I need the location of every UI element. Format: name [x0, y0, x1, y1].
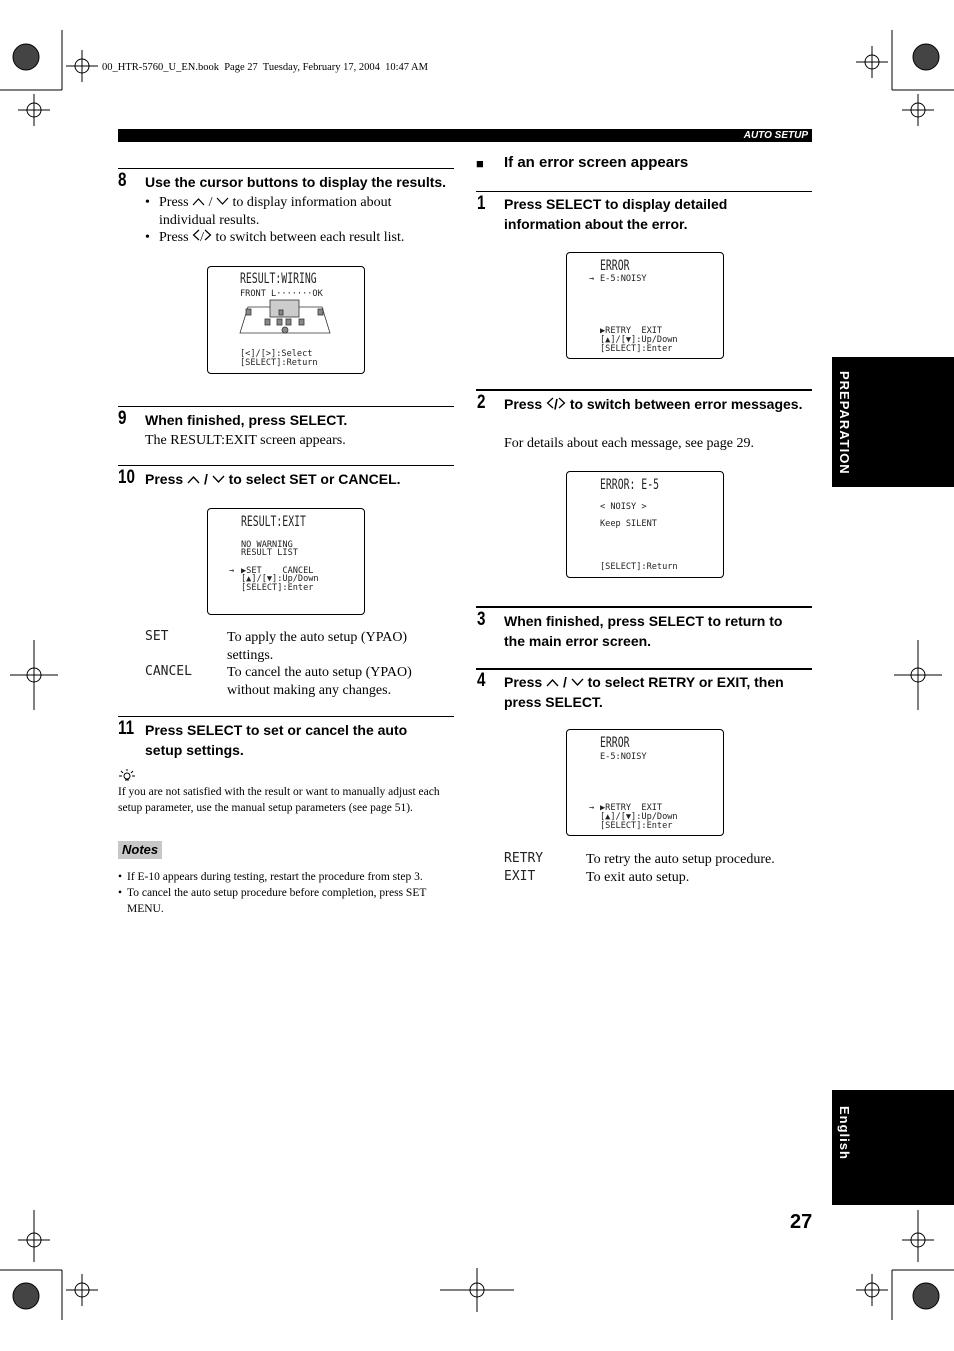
step-body: The RESULT:EXIT screen appears. — [145, 433, 346, 448]
screen-line: NO WARNING — [241, 540, 293, 550]
screen-line: FRONT L·······OK — [240, 289, 323, 299]
result-wiring-screen — [207, 266, 365, 374]
step-title: When finished, press SELECT. — [145, 412, 348, 428]
step-number: 1 — [477, 193, 486, 214]
screen-line: E-5:NOISY — [600, 274, 647, 284]
screen-title: ERROR — [600, 258, 630, 274]
screen-line: [<]/[>]:Select — [240, 349, 313, 359]
down-cursor-icon — [571, 673, 584, 693]
note-text: To cancel the auto setup procedure before completion, press SET MENU. — [127, 887, 427, 915]
bullet-text: to display information about individual results. — [159, 195, 392, 228]
cursor-arrow: → — [229, 566, 235, 576]
section-header-bar — [118, 129, 812, 142]
screen-title: ERROR — [600, 735, 630, 751]
definition-term: SET — [145, 629, 169, 644]
step-title: When finished, press SELECT to return to the main error screen. — [504, 613, 783, 649]
definition-desc: To retry the auto setup procedure. — [586, 852, 775, 867]
screen-line: [SELECT]:Return — [600, 562, 678, 572]
down-cursor-icon — [216, 194, 229, 212]
up-cursor-icon — [192, 194, 205, 212]
screen-line: [SELECT]:Enter — [241, 583, 314, 593]
step-title-text: Press — [145, 471, 184, 487]
screen-title: ERROR: E-5 — [600, 477, 660, 493]
step-title — [504, 673, 804, 712]
definition-term: EXIT — [504, 869, 536, 884]
section-mark: ■ — [476, 156, 484, 171]
step-number: 2 — [477, 392, 486, 413]
divider — [476, 606, 812, 608]
bullet-item: • Press / to switch between each result list. — [145, 230, 405, 245]
screen-line: [SELECT]:Enter — [600, 344, 673, 354]
step-title-text: to select SET or CANCEL. — [228, 471, 401, 487]
definition-desc: To apply the auto setup (YPAO) settings. — [227, 630, 408, 663]
section-heading: If an error screen appears — [504, 154, 689, 171]
definition-desc: To cancel the auto setup (YPAO) without making any changes. — [227, 665, 412, 698]
divider — [476, 389, 812, 391]
bullet-text: to switch between each result list. — [215, 230, 405, 245]
preparation-tab-label: PREPARATION — [837, 371, 852, 475]
screen-line: [▲]/[▼]:Up/Down — [241, 574, 319, 584]
step-title-text: to select RETRY or EXIT, then press SELECT. — [504, 674, 784, 710]
step-number: 3 — [477, 609, 486, 630]
divider — [118, 716, 454, 717]
screen-line: Keep SILENT — [600, 519, 657, 529]
left-cursor-icon — [546, 395, 554, 415]
step-title: Press SELECT to display detailed information about the error. — [504, 196, 728, 232]
step-title: Press SELECT to set or cancel the auto setup settings. — [145, 722, 408, 758]
separator: / — [203, 471, 208, 487]
error-screen — [566, 252, 724, 359]
right-cursor-icon — [204, 229, 212, 247]
definition-desc: To exit auto setup. — [586, 870, 690, 885]
notes-label: Notes — [118, 841, 162, 859]
preparation-tab — [832, 357, 954, 487]
screen-line: E-5:NOISY — [600, 752, 647, 762]
tip-lightbulb-icon — [118, 768, 136, 782]
separator: / — [200, 230, 204, 245]
screen-line: [SELECT]:Enter — [600, 821, 673, 831]
divider — [476, 191, 812, 192]
note-item: • To cancel the auto setup procedure before completion, press SET MENU. — [118, 885, 458, 917]
step-title: Use the cursor buttons to display the results. — [145, 174, 447, 190]
up-cursor-icon — [546, 673, 559, 693]
definition-term: RETRY — [504, 851, 544, 866]
step-number: 9 — [118, 408, 127, 429]
screen-line: ▶SET CANCEL — [241, 566, 314, 576]
step-body: For details about each message, see page 29. — [504, 436, 754, 451]
file-header: 00_HTR-5760_U_EN.book Page 27 Tuesday, February 17, 2004 10:47 AM — [102, 62, 428, 73]
section-header-title: AUTO SETUP — [743, 130, 808, 141]
divider — [118, 406, 454, 407]
error-retry-screen — [566, 729, 724, 836]
cursor-arrow: → — [589, 803, 595, 813]
note-item: • If E-10 appears during testing, restart the procedure from step 3. — [118, 869, 458, 885]
screen-line: [▲]/[▼]:Up/Down — [600, 335, 678, 345]
bullet-item: • Press / to display information about individual results. — [145, 195, 392, 228]
step-number: 11 — [118, 718, 135, 739]
note-text: If E-10 appears during testing, restart the procedure from step 3. — [127, 871, 423, 883]
screen-line: [SELECT]:Return — [240, 358, 318, 368]
result-exit-screen — [207, 508, 365, 615]
screen-line: [▲]/[▼]:Up/Down — [600, 812, 678, 822]
step-title-text: to switch between error messages. — [569, 396, 803, 412]
right-cursor-icon — [558, 395, 566, 415]
step-number: 4 — [477, 670, 486, 691]
screen-title: RESULT:WIRING — [240, 271, 317, 287]
definition-term: CANCEL — [145, 664, 192, 679]
error-detail-screen — [566, 471, 724, 578]
bullet-text: Press — [159, 195, 189, 210]
screen-line: ▶RETRY EXIT — [600, 326, 663, 336]
screen-title: RESULT:EXIT — [241, 514, 306, 530]
step-title-text: Press — [504, 396, 543, 412]
step-number: 10 — [118, 467, 135, 488]
screen-line: RESULT LIST — [241, 548, 298, 558]
page-number: 27 — [790, 1211, 813, 1233]
screen-line: ▶RETRY EXIT — [600, 803, 663, 813]
bullet-text: Press — [159, 230, 189, 245]
divider — [476, 668, 812, 670]
separator: / — [208, 195, 213, 210]
english-tab — [832, 1090, 954, 1205]
left-cursor-icon — [192, 229, 200, 247]
separator: / — [562, 674, 567, 690]
separator: / — [554, 396, 558, 412]
divider — [118, 168, 454, 169]
cursor-arrow: → — [589, 274, 595, 284]
tip-text: If you are not satisfied with the result or want to manually adjust each setup parameter, use the manual setup parameters (see page 51). — [118, 786, 440, 814]
step-title — [504, 395, 804, 415]
divider — [118, 465, 454, 466]
screen-line: < NOISY > — [600, 502, 647, 512]
up-cursor-icon — [187, 470, 200, 490]
english-tab-label: English — [837, 1106, 852, 1160]
step-title-text: Press — [504, 674, 543, 690]
down-cursor-icon — [212, 470, 225, 490]
step-number: 8 — [118, 170, 127, 191]
step-title — [145, 470, 455, 490]
